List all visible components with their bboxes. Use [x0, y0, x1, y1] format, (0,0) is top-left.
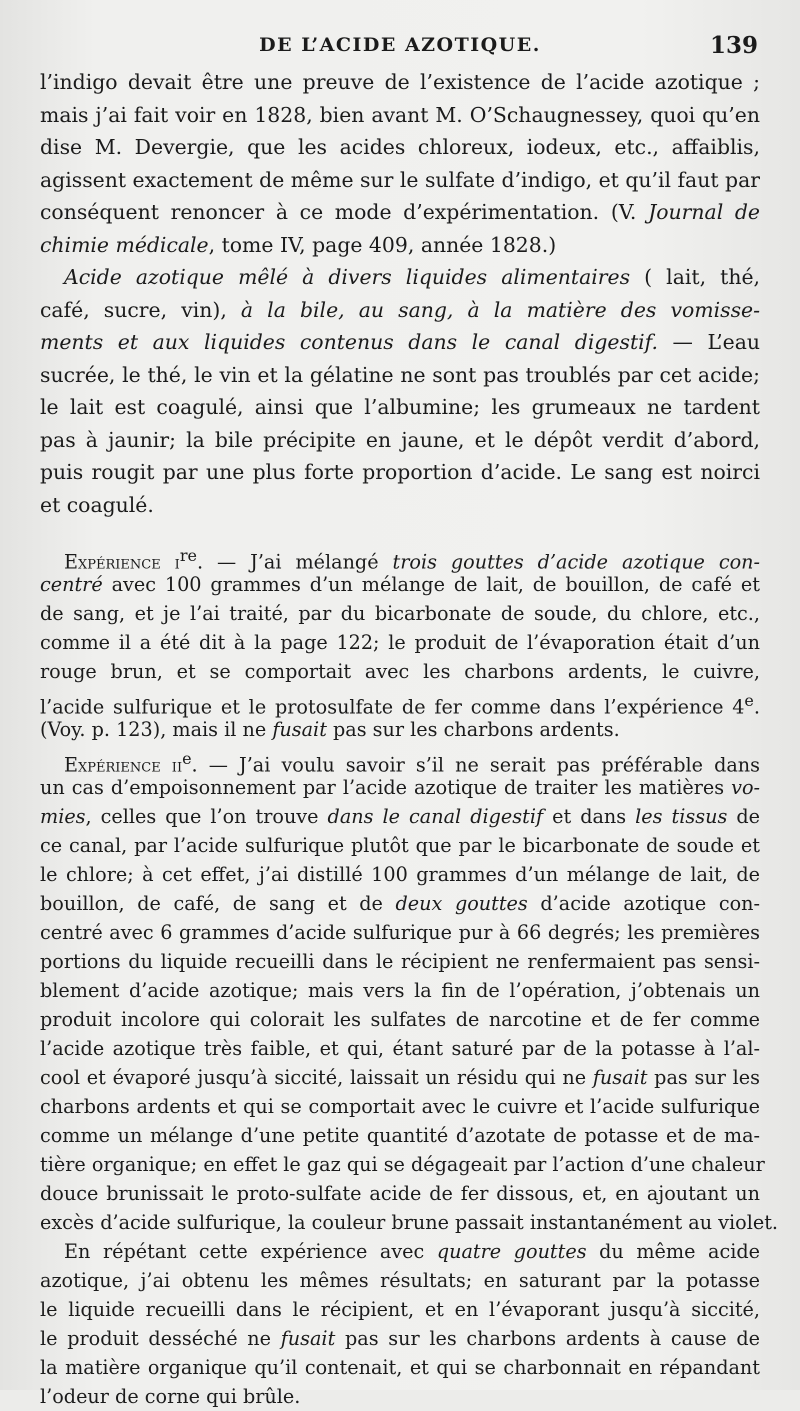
- text-run: . — J’ai voulu savoir s’il ne serait pas préférable dans: [191, 753, 760, 777]
- text-line: la matière organique qu’il contenait, et qui se charbonnait en répandant: [40, 1356, 760, 1379]
- text-line: [40, 570, 760, 599]
- experiment-label: Expérience ii: [64, 753, 183, 777]
- text-line: et coagulé.: [40, 492, 154, 517]
- text-run: cool et évaporé jusqu’à siccité, laissait un résidu qui ne: [40, 1066, 593, 1089]
- text-line: [40, 541, 760, 574]
- text-run: avec 100 grammes d’un mélange de lait, de bouillon, de café et: [102, 573, 760, 596]
- emphasis: fusait: [592, 1066, 648, 1089]
- emphasis: trois gouttes d’acide azotique con-: [392, 550, 760, 574]
- text-line: charbons ardents et qui se comportait avec le cuivre et l’acide sulfurique: [40, 1095, 760, 1118]
- text-run: un cas d’empoisonnement par l’acide azotique de traiter les matières: [40, 776, 732, 799]
- text-line: l’odeur de corne qui brûle.: [40, 1385, 301, 1408]
- text-run: café, sucre, vin),: [40, 297, 241, 322]
- emphasis: dans le canal digestif: [327, 805, 544, 828]
- text-run: l’acide sulfurique et le protosulfate de fer comme dans l’expérience 4: [40, 695, 745, 719]
- text-line: azotique, j’ai obtenu les mêmes résultats; en saturant par la potasse: [40, 1269, 760, 1292]
- text-line: excès d’acide sulfurique, la couleur brune passait instantanément au violet.: [40, 1211, 778, 1234]
- text-line: [40, 715, 760, 744]
- text-line: [40, 229, 760, 262]
- emphasis: deux gouttes: [395, 892, 528, 915]
- text-line: de sang, et je l’ai traité, par du bicarbonate de soude, du chlore, etc.,: [40, 602, 760, 625]
- text-line: douce brunissait le proto-sulfate acide de fer dissous, et, en ajoutant un: [40, 1182, 760, 1205]
- text-line: [40, 294, 760, 327]
- text-line: [40, 261, 760, 294]
- paragraph-repeat: [40, 1237, 760, 1411]
- text-line: blement d’acide azotique; mais vers la fin de l’opération, j’obtenais un: [40, 979, 760, 1002]
- text-run: et dans: [543, 805, 636, 828]
- paragraph-acid-mixtures: [40, 261, 760, 521]
- ordinal-suffix: e: [182, 749, 192, 768]
- text-line: puis rougit par une plus forte proportion d’acide. Le sang est noirci: [40, 460, 760, 484]
- text-run: le produit desséché ne: [40, 1327, 281, 1350]
- text-run: du même acide: [586, 1240, 760, 1263]
- experiment-2: [40, 744, 778, 1237]
- text-line: comme un mélange d’une petite quantité d’azotate de potasse et de ma-: [40, 1124, 760, 1147]
- text-run: d’acide azotique con-: [527, 892, 761, 915]
- text-run: pas sur les charbons ardents.: [326, 718, 620, 741]
- text-line: mais j’ai fait voir en 1828, bien avant M. O’Schaugnessey, quoi qu’en: [40, 102, 760, 127]
- text-line: [40, 1063, 760, 1092]
- text-line: [40, 773, 760, 802]
- emphasis: fusait: [280, 1327, 336, 1350]
- text-line: centré avec 6 grammes d’acide sulfurique pur à 66 degrés; les premières: [40, 921, 760, 944]
- text-run: . — J’ai mélangé: [196, 550, 393, 574]
- text-line: produit incolore qui colorait les sulfates de narcotine et de fer comme: [40, 1008, 760, 1031]
- journal-title: Journal de: [648, 200, 760, 224]
- ordinal-suffix: re: [179, 546, 197, 565]
- text-run: bouillon, de café, de sang et de: [40, 892, 396, 915]
- text-line: [40, 889, 760, 918]
- experiment-label: Expérience i: [64, 550, 180, 574]
- text-line: le lait est coagulé, ainsi que l’albumine; les grumeaux ne tardent: [40, 395, 760, 419]
- text-line: l’indigo devait être une preuve de l’existence de l’acide azotique ;: [40, 70, 760, 94]
- text-run: , celles que l’on trouve: [85, 805, 328, 828]
- text-line: dise M. Devergie, que les acides chloreux, iodeux, etc., affaiblis,: [40, 135, 760, 159]
- text-run: conséquent renoncer à ce mode d’expérimentation. (V.: [40, 200, 649, 224]
- text-line: [40, 686, 760, 719]
- text-run: , tome IV, page 409, année 1828.): [208, 232, 557, 257]
- text-line: portions du liquide recueilli dans le récipient ne renfermaient pas sensi-: [40, 950, 760, 973]
- text-line: le liquide recueilli dans le récipient, et en l’évaporant jusqu’à siccité,: [40, 1298, 760, 1321]
- section-heading: Acide azotique mêlé à divers liquides alimentaires: [64, 265, 631, 289]
- emphasis: fusait: [272, 718, 327, 741]
- running-head: DE L’ACIDE AZOTIQUE.: [259, 34, 541, 56]
- emphasis: vo-: [731, 776, 760, 799]
- text-line: [40, 1237, 760, 1266]
- text-line: rouge brun, et se comportait avec les charbons ardents, le cuivre,: [40, 660, 760, 683]
- text-line: sucrée, le thé, le vin et la gélatine ne sont pas troublés par cet acide;: [40, 362, 760, 387]
- page-header: [40, 34, 760, 64]
- section-heading: à la bile, au sang, à la matière des vomisse-: [240, 297, 760, 322]
- text-line: [40, 326, 760, 359]
- text-line: [40, 744, 760, 777]
- section-heading: ments et aux liquides contenus dans le canal digestif.: [40, 330, 658, 354]
- emphasis: les tissus: [635, 805, 728, 828]
- paragraph-continuation: [40, 66, 760, 261]
- text-line: [40, 802, 760, 831]
- page-body: [40, 66, 778, 1411]
- text-run: de: [727, 805, 760, 828]
- text-run: pas sur les charbons ardents à cause de: [335, 1327, 760, 1350]
- emphasis: mies: [40, 805, 86, 828]
- journal-title: chimie médicale: [40, 232, 209, 257]
- text-line: tière organique; en effet le gaz qui se dégageait par l’action d’une chaleur: [40, 1153, 765, 1176]
- text-line: comme il a été dit à la page 122; le produit de l’évaporation était d’un: [40, 631, 760, 654]
- text-line: pas à jaunir; la bile précipite en jaune, et le dépôt verdit d’abord,: [40, 427, 760, 452]
- text-line: ce canal, par l’acide sulfurique plutôt que par le bicarbonate de soude et: [40, 834, 760, 857]
- text-run: — L’eau: [657, 330, 760, 354]
- emphasis: centré: [40, 573, 103, 596]
- text-run: pas sur les: [647, 1066, 760, 1089]
- page-number: 139: [709, 32, 758, 59]
- text-run: En répétant cette expérience avec: [64, 1240, 437, 1263]
- text-run: ( lait, thé,: [630, 265, 761, 289]
- text-line: agissent exactement de même sur le sulfate d’indigo, et qu’il faut par: [40, 167, 760, 192]
- experiments-block: [40, 541, 778, 1411]
- text-line: l’acide azotique très faible, et qui, étant saturé par de la potasse à l’al-: [40, 1037, 760, 1060]
- emphasis: quatre gouttes: [436, 1240, 587, 1263]
- experiment-1: [40, 541, 760, 744]
- paragraph-gap: [40, 521, 760, 541]
- text-run: .: [753, 695, 760, 719]
- ordinal-suffix: e: [744, 691, 754, 710]
- text-line: [40, 1324, 760, 1353]
- text-run: (Voy. p. 123), mais il ne: [40, 718, 273, 741]
- text-line: [40, 196, 760, 229]
- text-line: le chlore; à cet effet, j’ai distillé 100 grammes d’un mélange de lait, de: [40, 863, 760, 886]
